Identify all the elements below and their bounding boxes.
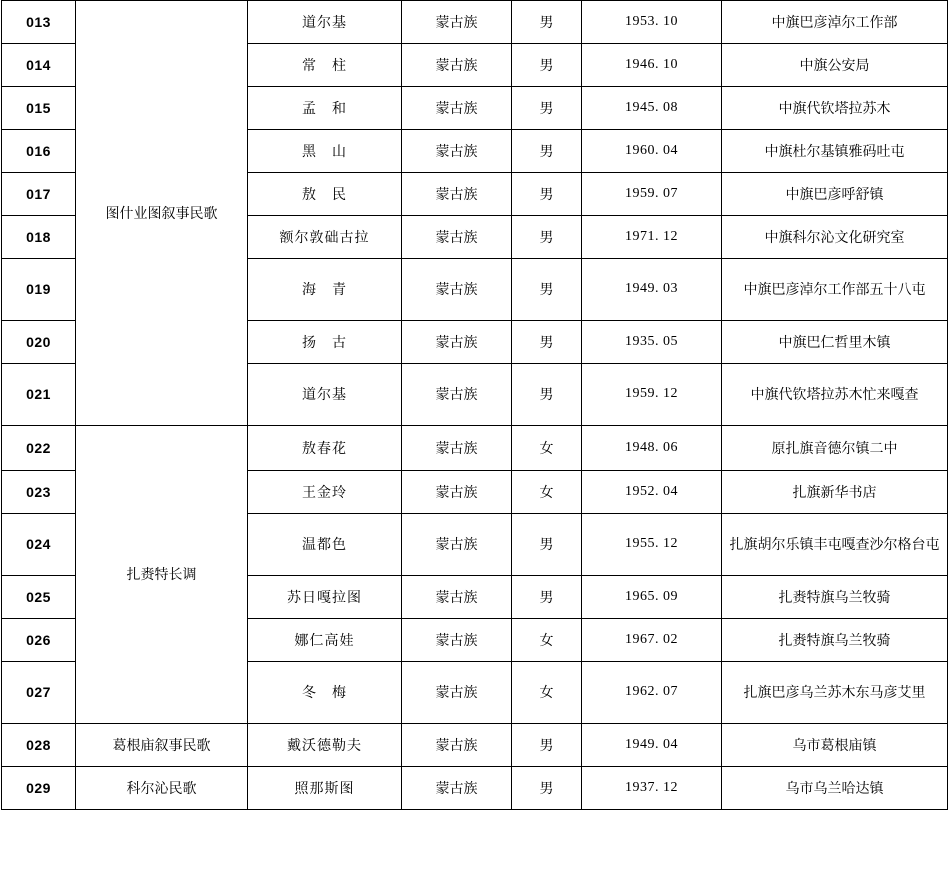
row-number: 024	[2, 514, 76, 576]
person-name: 孟 和	[248, 87, 402, 130]
sex: 男	[512, 364, 582, 426]
sex: 女	[512, 619, 582, 662]
sex: 男	[512, 514, 582, 576]
address: 扎赉特旗乌兰牧骑	[722, 576, 948, 619]
person-name: 黑 山	[248, 130, 402, 173]
person-name: 苏日嘎拉图	[248, 576, 402, 619]
address: 中旗巴彦淖尔工作部	[722, 1, 948, 44]
birth-date: 1967. 02	[582, 619, 722, 662]
address: 中旗代钦塔拉苏木忙来嘎查	[722, 364, 948, 426]
sex: 男	[512, 724, 582, 767]
sex: 男	[512, 216, 582, 259]
birth-date: 1965. 09	[582, 576, 722, 619]
ethnicity: 蒙古族	[402, 767, 512, 810]
sex: 男	[512, 173, 582, 216]
person-name: 道尔基	[248, 364, 402, 426]
person-name: 敖春花	[248, 426, 402, 471]
category-cell: 葛根庙叙事民歌	[76, 724, 248, 767]
row-number: 014	[2, 44, 76, 87]
birth-date: 1946. 10	[582, 44, 722, 87]
address: 扎赉特旗乌兰牧骑	[722, 619, 948, 662]
birth-date: 1955. 12	[582, 514, 722, 576]
ethnicity: 蒙古族	[402, 216, 512, 259]
person-name: 常 柱	[248, 44, 402, 87]
person-name: 戴沃德勒夫	[248, 724, 402, 767]
birth-date: 1953. 10	[582, 1, 722, 44]
category-cell: 图什业图叙事民歌	[76, 1, 248, 426]
ethnicity: 蒙古族	[402, 662, 512, 724]
table-row	[2, 426, 948, 471]
ethnicity: 蒙古族	[402, 321, 512, 364]
person-name: 道尔基	[248, 1, 402, 44]
birth-date: 1959. 07	[582, 173, 722, 216]
table-row	[2, 724, 948, 767]
sex: 男	[512, 44, 582, 87]
birth-date: 1949. 03	[582, 259, 722, 321]
sex: 男	[512, 87, 582, 130]
address: 扎旗新华书店	[722, 471, 948, 514]
table-row	[2, 767, 948, 810]
sex: 女	[512, 662, 582, 724]
address: 原扎旗音德尔镇二中	[722, 426, 948, 471]
ethnicity: 蒙古族	[402, 130, 512, 173]
category-cell: 科尔沁民歌	[76, 767, 248, 810]
birth-date: 1960. 04	[582, 130, 722, 173]
ethnicity: 蒙古族	[402, 426, 512, 471]
row-number: 017	[2, 173, 76, 216]
sex: 男	[512, 576, 582, 619]
person-name: 扬 古	[248, 321, 402, 364]
person-name: 王金玲	[248, 471, 402, 514]
row-number: 020	[2, 321, 76, 364]
birth-date: 1971. 12	[582, 216, 722, 259]
sex: 男	[512, 1, 582, 44]
row-number: 029	[2, 767, 76, 810]
birth-date: 1945. 08	[582, 87, 722, 130]
ethnicity: 蒙古族	[402, 44, 512, 87]
birth-date: 1948. 06	[582, 426, 722, 471]
person-name: 照那斯图	[248, 767, 402, 810]
person-name: 温都色	[248, 514, 402, 576]
sex: 女	[512, 471, 582, 514]
inheritors-table	[1, 0, 948, 810]
person-name: 海 青	[248, 259, 402, 321]
person-name: 敖 民	[248, 173, 402, 216]
ethnicity: 蒙古族	[402, 173, 512, 216]
row-number: 013	[2, 1, 76, 44]
ethnicity: 蒙古族	[402, 514, 512, 576]
ethnicity: 蒙古族	[402, 471, 512, 514]
sex: 男	[512, 130, 582, 173]
address: 中旗公安局	[722, 44, 948, 87]
ethnicity: 蒙古族	[402, 724, 512, 767]
address: 乌市乌兰哈达镇	[722, 767, 948, 810]
sex: 女	[512, 426, 582, 471]
address: 中旗杜尔基镇雅码吐屯	[722, 130, 948, 173]
address: 中旗巴彦呼舒镇	[722, 173, 948, 216]
row-number: 018	[2, 216, 76, 259]
row-number: 016	[2, 130, 76, 173]
birth-date: 1959. 12	[582, 364, 722, 426]
category-cell: 扎赉特长调	[76, 426, 248, 724]
row-number: 015	[2, 87, 76, 130]
person-name: 冬 梅	[248, 662, 402, 724]
birth-date: 1952. 04	[582, 471, 722, 514]
ethnicity: 蒙古族	[402, 364, 512, 426]
ethnicity: 蒙古族	[402, 1, 512, 44]
address: 中旗巴仁哲里木镇	[722, 321, 948, 364]
sex: 男	[512, 259, 582, 321]
row-number: 028	[2, 724, 76, 767]
row-number: 021	[2, 364, 76, 426]
birth-date: 1949. 04	[582, 724, 722, 767]
address: 扎旗巴彦乌兰苏木东马彦艾里	[722, 662, 948, 724]
birth-date: 1935. 05	[582, 321, 722, 364]
table-row	[2, 1, 948, 44]
address: 中旗巴彦淖尔工作部五十八屯	[722, 259, 948, 321]
ethnicity: 蒙古族	[402, 87, 512, 130]
row-number: 023	[2, 471, 76, 514]
ethnicity: 蒙古族	[402, 576, 512, 619]
person-name: 娜仁高娃	[248, 619, 402, 662]
address: 扎旗胡尔乐镇丰屯嘎查沙尔格台屯	[722, 514, 948, 576]
address: 中旗代钦塔拉苏木	[722, 87, 948, 130]
address: 中旗科尔沁文化研究室	[722, 216, 948, 259]
ethnicity: 蒙古族	[402, 619, 512, 662]
address: 乌市葛根庙镇	[722, 724, 948, 767]
row-number: 027	[2, 662, 76, 724]
birth-date: 1937. 12	[582, 767, 722, 810]
sex: 男	[512, 767, 582, 810]
row-number: 022	[2, 426, 76, 471]
person-name: 额尔敦础古拉	[248, 216, 402, 259]
row-number: 019	[2, 259, 76, 321]
sex: 男	[512, 321, 582, 364]
birth-date: 1962. 07	[582, 662, 722, 724]
row-number: 025	[2, 576, 76, 619]
ethnicity: 蒙古族	[402, 259, 512, 321]
row-number: 026	[2, 619, 76, 662]
